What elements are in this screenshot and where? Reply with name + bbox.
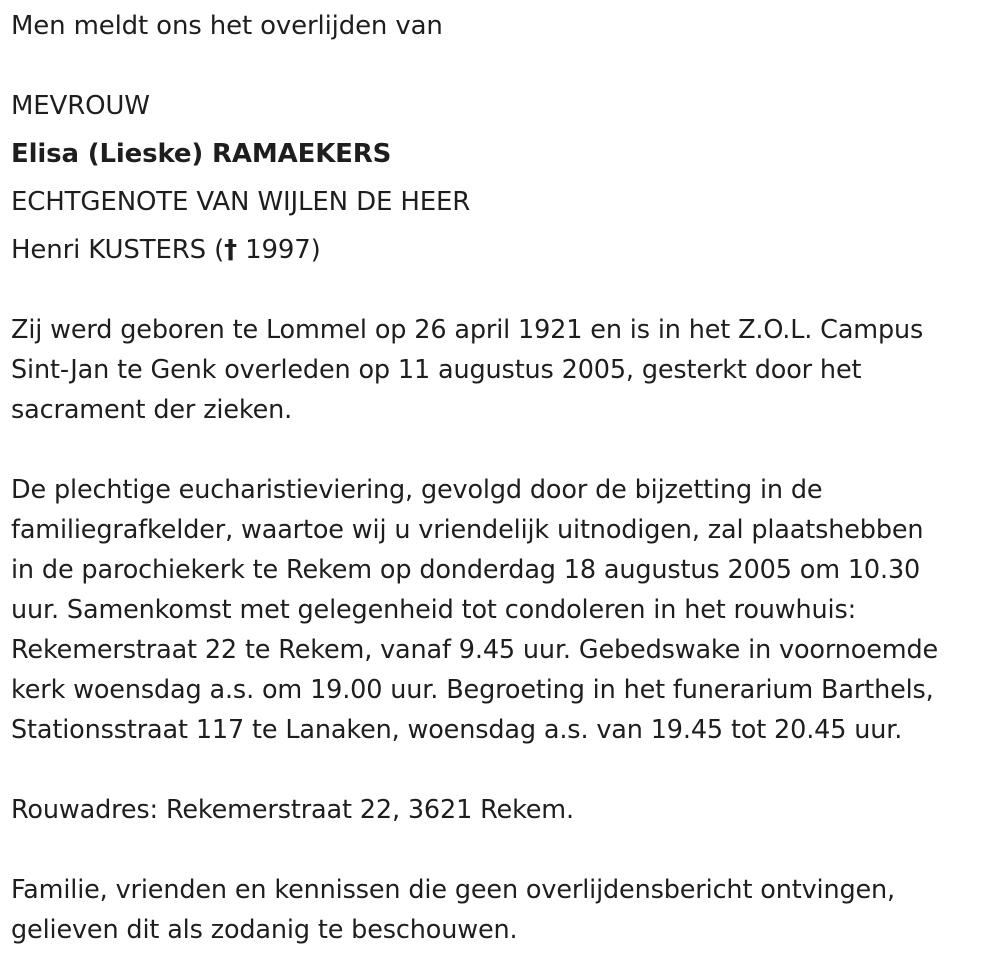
title-line: MEVROUW <box>11 91 150 121</box>
closing-line-2: gelieven dit als zodanig te beschouwen. <box>11 915 518 945</box>
birth-death-line-2: Sint-Jan te Genk overleden op 11 augustus 2005, gesterkt door het <box>11 355 862 385</box>
spouse-name: Henri KUSTERS ( <box>11 235 225 265</box>
ceremony-line-5: Rekemerstraat 22 te Rekem, vanaf 9.45 uur. Gebedswake in voornoemde <box>11 635 939 665</box>
address-line: Rouwadres: Rekemerstraat 22, 3621 Rekem. <box>11 795 574 825</box>
ceremony-line-6: kerk woensdag a.s. om 19.00 uur. Begroeting in het funerarium Barthels, <box>11 675 934 705</box>
deceased-name: Elisa (Lieske) RAMAEKERS <box>11 139 392 169</box>
spouse-line <box>11 230 321 270</box>
cross-icon: † <box>224 235 237 265</box>
spouse-year: 1997) <box>237 235 321 265</box>
ceremony-line-3: in de parochiekerk te Rekem op donderdag 18 augustus 2005 om 10.30 <box>11 555 921 585</box>
ceremony-line-2: familiegrafkelder, waartoe wij u vriendelijk uitnodigen, zal plaatshebben <box>11 515 924 545</box>
ceremony-line-1: De plechtige eucharistieviering, gevolgd door de bijzetting in de <box>11 475 823 505</box>
birth-death-line-1: Zij werd geboren te Lommel op 26 april 1921 en is in het Z.O.L. Campus <box>11 315 924 345</box>
intro-line: Men meldt ons het overlijden van <box>11 11 443 41</box>
relation-line: ECHTGENOTE VAN WIJLEN DE HEER <box>11 187 471 217</box>
birth-death-line-3: sacrament der zieken. <box>11 395 293 425</box>
closing-line-1: Familie, vrienden en kennissen die geen overlijdensbericht ontvingen, <box>11 875 895 905</box>
ceremony-line-4: uur. Samenkomst met gelegenheid tot condoleren in het rouwhuis: <box>11 595 857 625</box>
ceremony-line-7: Stationsstraat 117 te Lanaken, woensdag a.s. van 19.45 tot 20.45 uur. <box>11 715 903 745</box>
